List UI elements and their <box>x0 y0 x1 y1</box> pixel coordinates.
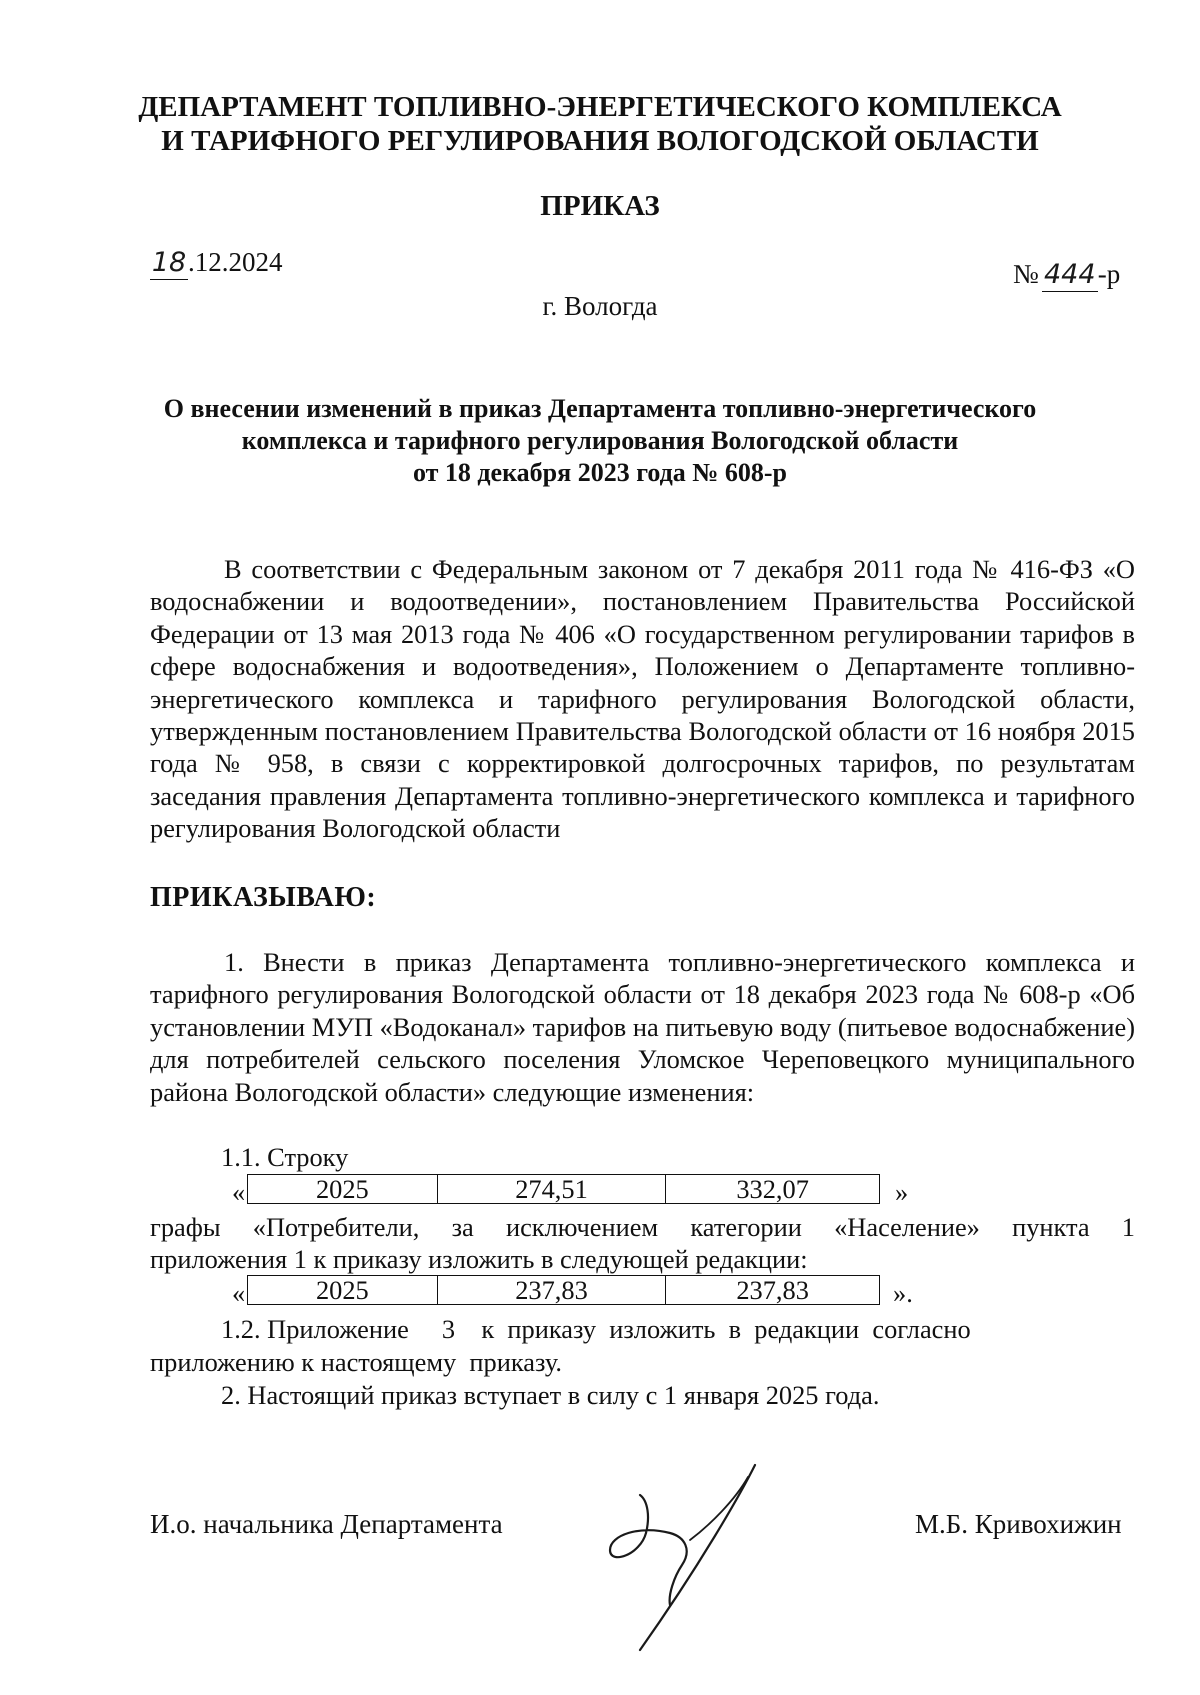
row-new-table <box>247 1275 880 1305</box>
item-2-line: 2. Настоящий приказ вступает в силу с 1 января 2025 года. <box>221 1380 880 1410</box>
row-old-value-1: 274,51 <box>437 1175 666 1204</box>
signature-mark <box>600 1455 775 1655</box>
number-prefix: № <box>1013 259 1039 289</box>
row-old-year: 2025 <box>248 1175 438 1204</box>
item-1-2-line2: приложению к настоящему приказу. <box>150 1347 563 1377</box>
item-1-2-line1: 1.2. Приложение 3 к приказу изложить в редакции согласно <box>221 1314 971 1344</box>
item-1-1-label: 1.1. Строку <box>221 1142 349 1172</box>
row-new-value-2: 237,83 <box>666 1276 880 1305</box>
city: г. Вологда <box>542 291 658 321</box>
date-rest: .12.2024 <box>188 247 283 277</box>
handwritten-day: 18 <box>151 247 187 278</box>
row-new-year: 2025 <box>248 1276 438 1305</box>
row-old-table <box>247 1174 880 1204</box>
signatory-name: М.Б. Кривохижин <box>915 1509 1122 1539</box>
item-1-paragraph: 1. Внести в приказ Департамента топливно-энергетического комплекса и тарифного регулирования Вологодской области от 18 декабря 2023 года № 608-р «Об установлении МУП «Водоканал» тарифов на питьевую воду (питьевое водоснабжение) для потребителей сельского поселения Уломское Череповецкого муниципального района Вологодской области» следующие изменения: <box>150 947 1135 1107</box>
order-number <box>1013 258 1120 292</box>
row-old-open-quote: « <box>232 1177 246 1207</box>
mid-text-line1: графы «Потребители, за исключением категории «Население» пункта 1 <box>150 1212 1135 1242</box>
signatory-position: И.о. начальника Департамента <box>150 1509 503 1539</box>
order-title-line3: от 18 декабря 2023 года № 608-р <box>412 458 788 487</box>
row-new-value-1: 237,83 <box>437 1276 666 1305</box>
order-title-line1: О внесении изменений в приказ Департамента топливно-энергетического <box>163 394 1037 423</box>
row-old-value-2: 332,07 <box>666 1175 880 1204</box>
order-date <box>150 246 283 280</box>
department-name-line1: ДЕПАРТАМЕНТ ТОПЛИВНО-ЭНЕРГЕТИЧЕСКОГО КОМПЛЕКСА <box>138 91 1062 123</box>
preamble-paragraph: В соответствии с Федеральным законом от 7 декабря 2011 года № 416-ФЗ «О водоснабжении и водоотведении», постановлением Правительства Российской Федерации от 13 мая 2013 года № 406 «О государственном регулировании тарифов в сфере водоснабжения и водоотведения», Положением о Департаменте топливно-энергетического комплекса и тарифного регулирования Вологодской области, утвержденным постановлением Правительства Вологодской области от 16 ноября 2015 года № 958, в связи с корректировкой долгосрочных тарифов, по результатам заседания правления Департамента топливно-энергетического комплекса и тарифного регулирования Вологодской области <box>150 554 1135 844</box>
doc-type: ПРИКАЗ <box>540 190 660 222</box>
number-suffix: -р <box>1097 259 1121 289</box>
mid-text-line2: приложения 1 к приказу изложить в следующей редакции: <box>150 1244 808 1274</box>
department-name-line2: И ТАРИФНОГО РЕГУЛИРОВАНИЯ ВОЛОГОДСКОЙ ОБЛАСТИ <box>161 125 1039 157</box>
row-old-close-quote: » <box>895 1177 909 1207</box>
order-title-line2: комплекса и тарифного регулирования Вологодской области <box>241 426 959 455</box>
order-word: ПРИКАЗЫВАЮ: <box>150 882 377 913</box>
row-new-close-quote: ». <box>893 1278 913 1308</box>
row-new-open-quote: « <box>232 1278 246 1308</box>
handwritten-number: 444 <box>1042 258 1098 292</box>
